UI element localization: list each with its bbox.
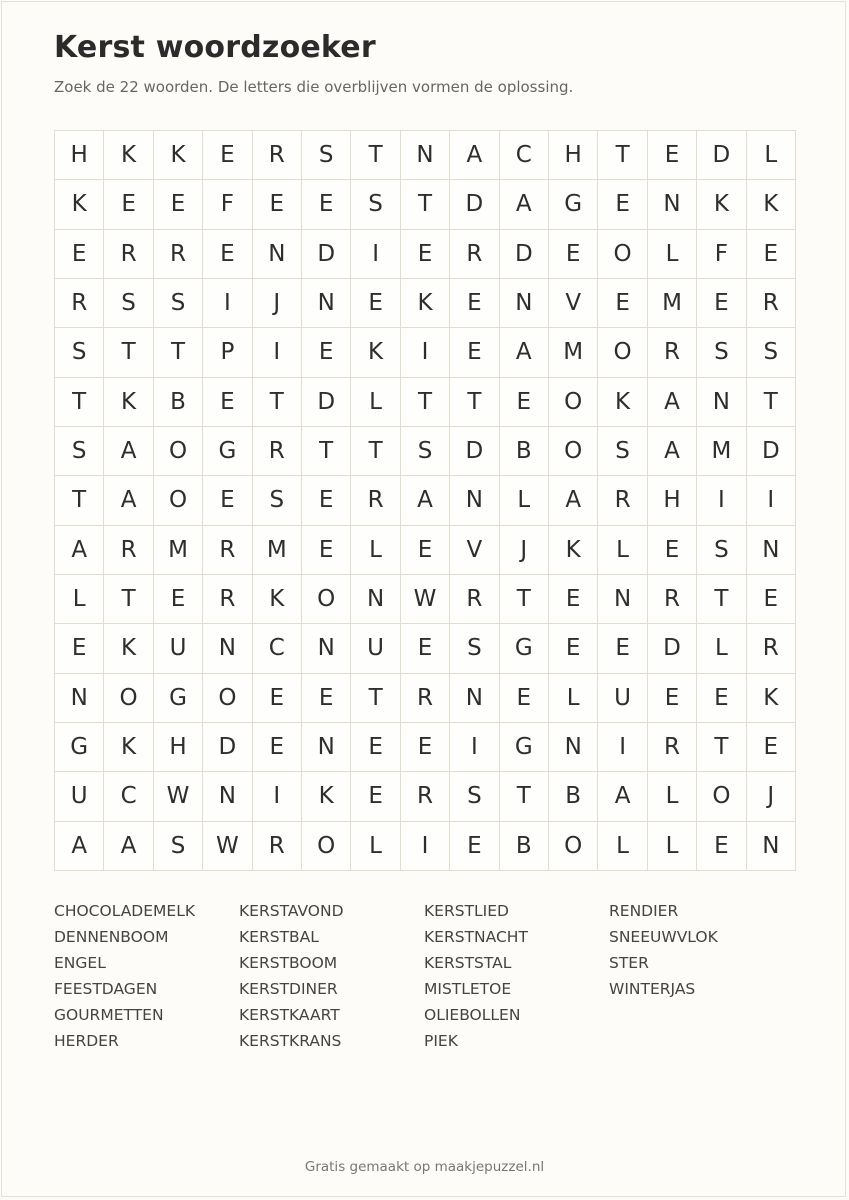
word-list-item: OLIEBOLLEN <box>424 1006 521 1024</box>
grid-cell: O <box>598 230 647 279</box>
grid-cell: K <box>104 131 153 180</box>
grid-cell: B <box>154 378 203 427</box>
grid-cell: L <box>598 526 647 575</box>
grid-cell: E <box>549 230 598 279</box>
grid-cell: E <box>253 674 302 723</box>
grid-cell: N <box>450 476 499 525</box>
grid-cell: L <box>697 624 746 673</box>
grid-cell: D <box>450 427 499 476</box>
grid-cell: E <box>302 180 351 229</box>
grid-cell: E <box>648 526 697 575</box>
grid-cell: T <box>104 575 153 624</box>
grid-cell: O <box>154 427 203 476</box>
grid-cell: I <box>351 230 400 279</box>
grid-cell: S <box>598 427 647 476</box>
grid-cell: E <box>302 674 351 723</box>
grid-cell: N <box>253 230 302 279</box>
grid-cell: K <box>253 575 302 624</box>
grid-cell: W <box>154 772 203 821</box>
grid-cell: S <box>450 624 499 673</box>
grid-cell: D <box>203 723 252 772</box>
grid-cell: S <box>450 772 499 821</box>
grid-cell: B <box>549 772 598 821</box>
grid-cell: E <box>450 822 499 871</box>
grid-cell: R <box>401 772 450 821</box>
grid-cell: N <box>747 526 796 575</box>
word-list-item: KERSTBAL <box>239 928 319 946</box>
word-list-item: KERSTNACHT <box>424 928 528 946</box>
grid-cell: T <box>598 131 647 180</box>
grid-cell: K <box>302 772 351 821</box>
grid-cell: T <box>154 328 203 377</box>
grid-cell: P <box>203 328 252 377</box>
grid-cell: T <box>697 575 746 624</box>
grid-cell: I <box>598 723 647 772</box>
word-column <box>54 898 239 1054</box>
word-list-item: RENDIER <box>609 902 679 920</box>
grid-cell: F <box>203 180 252 229</box>
grid-cell: D <box>302 230 351 279</box>
grid-cell: E <box>253 180 302 229</box>
grid-cell: D <box>302 378 351 427</box>
grid-cell: R <box>154 230 203 279</box>
grid-cell: L <box>648 230 697 279</box>
grid-cell: H <box>55 131 104 180</box>
grid-cell: D <box>500 230 549 279</box>
grid-cell: E <box>697 279 746 328</box>
grid-cell: N <box>549 723 598 772</box>
grid-cell: D <box>697 131 746 180</box>
grid-cell: E <box>55 624 104 673</box>
word-list-item: KERSTLIED <box>424 902 509 920</box>
grid-cell: M <box>549 328 598 377</box>
grid-cell: S <box>55 328 104 377</box>
grid-cell: R <box>253 131 302 180</box>
grid-cell: N <box>747 822 796 871</box>
grid-cell: I <box>401 822 450 871</box>
grid-cell: O <box>302 575 351 624</box>
grid-cell: E <box>401 723 450 772</box>
grid-cell: E <box>747 230 796 279</box>
grid-cell: S <box>302 131 351 180</box>
grid-cell: T <box>450 378 499 427</box>
grid-cell: U <box>55 772 104 821</box>
letter-grid <box>54 130 796 871</box>
grid-cell: E <box>401 230 450 279</box>
grid-cell: I <box>203 279 252 328</box>
grid-cell: D <box>648 624 697 673</box>
grid-cell: N <box>500 279 549 328</box>
grid-cell: D <box>747 427 796 476</box>
grid-cell: T <box>55 476 104 525</box>
grid-cell: E <box>450 328 499 377</box>
word-list-item: MISTLETOE <box>424 980 512 998</box>
grid-cell: O <box>549 822 598 871</box>
grid-cell: R <box>450 230 499 279</box>
grid-cell: F <box>697 230 746 279</box>
grid-cell: K <box>104 723 153 772</box>
grid-cell: E <box>351 723 400 772</box>
grid-cell: R <box>598 476 647 525</box>
grid-cell: T <box>351 674 400 723</box>
word-list-item: DENNENBOOM <box>54 928 169 946</box>
grid-cell: N <box>55 674 104 723</box>
grid-cell: E <box>549 575 598 624</box>
grid-cell: E <box>500 674 549 723</box>
grid-cell: E <box>104 180 153 229</box>
word-list-item: ENGEL <box>54 954 106 972</box>
grid-cell: I <box>253 328 302 377</box>
grid-cell: E <box>697 674 746 723</box>
word-column <box>239 898 424 1054</box>
footer-credit: Gratis gemaakt op maakjepuzzel.nl <box>304 1159 545 1175</box>
grid-cell: S <box>154 822 203 871</box>
grid-cell: E <box>598 279 647 328</box>
grid-cell: A <box>450 131 499 180</box>
grid-cell: T <box>401 378 450 427</box>
grid-cell: T <box>500 772 549 821</box>
grid-cell: O <box>598 328 647 377</box>
grid-cell: R <box>747 279 796 328</box>
grid-cell: K <box>747 674 796 723</box>
grid-cell: L <box>648 772 697 821</box>
grid-cell: E <box>55 230 104 279</box>
grid-cell: N <box>450 674 499 723</box>
grid-cell: B <box>500 822 549 871</box>
grid-cell: K <box>154 131 203 180</box>
grid-cell: E <box>302 328 351 377</box>
grid-cell: G <box>55 723 104 772</box>
word-list-item: PIEK <box>424 1032 458 1050</box>
word-list-item: GOURMETTEN <box>54 1006 164 1024</box>
grid-cell: S <box>55 427 104 476</box>
grid-cell: L <box>598 822 647 871</box>
grid-cell: H <box>154 723 203 772</box>
grid-cell: N <box>302 723 351 772</box>
grid-cell: R <box>648 575 697 624</box>
word-list-item: CHOCOLADEMELK <box>54 902 195 920</box>
grid-cell: N <box>351 575 400 624</box>
word-list-item: FEESTDAGEN <box>54 980 158 998</box>
grid-cell: D <box>450 180 499 229</box>
grid-cell: J <box>747 772 796 821</box>
grid-cell: C <box>253 624 302 673</box>
grid-cell: E <box>648 131 697 180</box>
grid-cell: N <box>302 624 351 673</box>
grid-cell: R <box>55 279 104 328</box>
grid-cell: N <box>648 180 697 229</box>
grid-cell: L <box>549 674 598 723</box>
grid-cell: K <box>747 180 796 229</box>
page-title: Kerst woordzoeker <box>54 30 376 65</box>
grid-cell: U <box>154 624 203 673</box>
grid-cell: K <box>598 378 647 427</box>
grid-cell: E <box>351 772 400 821</box>
word-list-item: KERSTAVOND <box>239 902 344 920</box>
grid-cell: O <box>203 674 252 723</box>
word-list-item: KERSTDINER <box>239 980 338 998</box>
grid-cell: E <box>203 378 252 427</box>
grid-cell: L <box>747 131 796 180</box>
grid-cell: U <box>598 674 647 723</box>
grid-cell: T <box>401 180 450 229</box>
grid-cell: V <box>450 526 499 575</box>
grid-cell: A <box>598 772 647 821</box>
grid-cell: E <box>500 378 549 427</box>
grid-cell: J <box>500 526 549 575</box>
grid-cell: T <box>302 427 351 476</box>
grid-cell: S <box>351 180 400 229</box>
grid-cell: E <box>302 476 351 525</box>
grid-cell: A <box>500 328 549 377</box>
grid-cell: T <box>697 723 746 772</box>
grid-cell: L <box>351 526 400 575</box>
word-list-item: KERSTKAART <box>239 1006 340 1024</box>
grid-cell: M <box>648 279 697 328</box>
grid-cell: T <box>253 378 302 427</box>
grid-cell: T <box>351 427 400 476</box>
grid-cell: K <box>104 624 153 673</box>
grid-cell: G <box>549 180 598 229</box>
grid-cell: N <box>598 575 647 624</box>
grid-cell: R <box>104 526 153 575</box>
grid-cell: G <box>500 723 549 772</box>
grid-cell: E <box>154 575 203 624</box>
grid-cell: E <box>697 822 746 871</box>
word-list-item: HERDER <box>54 1032 119 1050</box>
grid-cell: N <box>203 624 252 673</box>
grid-cell: E <box>747 723 796 772</box>
grid-cell: E <box>648 674 697 723</box>
grid-cell: T <box>104 328 153 377</box>
grid-cell: E <box>203 476 252 525</box>
grid-cell: L <box>351 378 400 427</box>
grid-cell: R <box>253 822 302 871</box>
grid-cell: A <box>648 378 697 427</box>
grid-cell: O <box>154 476 203 525</box>
grid-cell: R <box>253 427 302 476</box>
grid-cell: G <box>500 624 549 673</box>
grid-cell: S <box>154 279 203 328</box>
grid-cell: B <box>500 427 549 476</box>
grid-cell: G <box>203 427 252 476</box>
grid-cell: O <box>549 427 598 476</box>
grid-cell: R <box>648 328 697 377</box>
grid-cell: R <box>747 624 796 673</box>
grid-cell: E <box>401 526 450 575</box>
grid-cell: N <box>697 378 746 427</box>
grid-cell: T <box>55 378 104 427</box>
grid-cell: J <box>253 279 302 328</box>
grid-cell: T <box>500 575 549 624</box>
grid-cell: R <box>648 723 697 772</box>
grid-cell: A <box>55 526 104 575</box>
word-column <box>424 898 609 1054</box>
grid-cell: A <box>401 476 450 525</box>
grid-cell: A <box>104 427 153 476</box>
grid-cell: A <box>549 476 598 525</box>
grid-cell: E <box>203 230 252 279</box>
grid-cell: E <box>549 624 598 673</box>
grid-cell: M <box>154 526 203 575</box>
grid-cell: C <box>500 131 549 180</box>
grid-cell: T <box>747 378 796 427</box>
grid-cell: E <box>154 180 203 229</box>
grid-cell: W <box>203 822 252 871</box>
grid-cell: O <box>302 822 351 871</box>
grid-cell: E <box>747 575 796 624</box>
grid-cell: T <box>351 131 400 180</box>
grid-cell: L <box>500 476 549 525</box>
word-list <box>54 898 796 1054</box>
grid-cell: R <box>351 476 400 525</box>
grid-cell: K <box>55 180 104 229</box>
word-column <box>609 898 794 1054</box>
grid-cell: E <box>253 723 302 772</box>
grid-cell: R <box>450 575 499 624</box>
word-list-item: SNEEUWVLOK <box>609 928 718 946</box>
grid-cell: I <box>697 476 746 525</box>
grid-cell: S <box>747 328 796 377</box>
grid-cell: L <box>55 575 104 624</box>
grid-cell: E <box>401 624 450 673</box>
grid-cell: A <box>648 427 697 476</box>
grid-cell: A <box>104 822 153 871</box>
grid-cell: I <box>450 723 499 772</box>
grid-cell: O <box>104 674 153 723</box>
grid-cell: H <box>648 476 697 525</box>
grid-cell: E <box>351 279 400 328</box>
grid-cell: S <box>104 279 153 328</box>
grid-cell: A <box>500 180 549 229</box>
grid-cell: H <box>549 131 598 180</box>
grid-cell: V <box>549 279 598 328</box>
word-list-item: KERSTSTAL <box>424 954 512 972</box>
grid-cell: C <box>104 772 153 821</box>
grid-cell: N <box>302 279 351 328</box>
word-list-item: WINTERJAS <box>609 980 696 998</box>
grid-cell: L <box>351 822 400 871</box>
word-list-item: KERSTBOOM <box>239 954 338 972</box>
grid-cell: E <box>203 131 252 180</box>
grid-cell: K <box>401 279 450 328</box>
grid-cell: R <box>104 230 153 279</box>
grid-cell: E <box>598 180 647 229</box>
grid-cell: O <box>697 772 746 821</box>
page-subtitle: Zoek de 22 woorden. De letters die overblijven vormen de oplossing. <box>54 78 574 96</box>
grid-cell: R <box>203 575 252 624</box>
grid-cell: K <box>697 180 746 229</box>
grid-cell: M <box>697 427 746 476</box>
grid-cell: S <box>253 476 302 525</box>
grid-cell: K <box>549 526 598 575</box>
grid-cell: S <box>697 526 746 575</box>
grid-cell: S <box>401 427 450 476</box>
grid-cell: O <box>549 378 598 427</box>
grid-cell: R <box>401 674 450 723</box>
grid-cell: S <box>697 328 746 377</box>
grid-cell: N <box>203 772 252 821</box>
word-list-item: STER <box>609 954 649 972</box>
grid-cell: I <box>253 772 302 821</box>
grid-cell: E <box>598 624 647 673</box>
word-list-item: KERSTKRANS <box>239 1032 342 1050</box>
grid-cell: L <box>648 822 697 871</box>
grid-cell: M <box>253 526 302 575</box>
grid-cell: I <box>401 328 450 377</box>
grid-cell: I <box>747 476 796 525</box>
grid-cell: W <box>401 575 450 624</box>
grid-cell: E <box>450 279 499 328</box>
grid-cell: U <box>351 624 400 673</box>
grid-cell: K <box>351 328 400 377</box>
grid-cell: A <box>55 822 104 871</box>
grid-cell: G <box>154 674 203 723</box>
grid-cell: A <box>104 476 153 525</box>
grid-cell: K <box>104 378 153 427</box>
grid-cell: R <box>203 526 252 575</box>
grid-cell: E <box>302 526 351 575</box>
grid-cell: N <box>401 131 450 180</box>
